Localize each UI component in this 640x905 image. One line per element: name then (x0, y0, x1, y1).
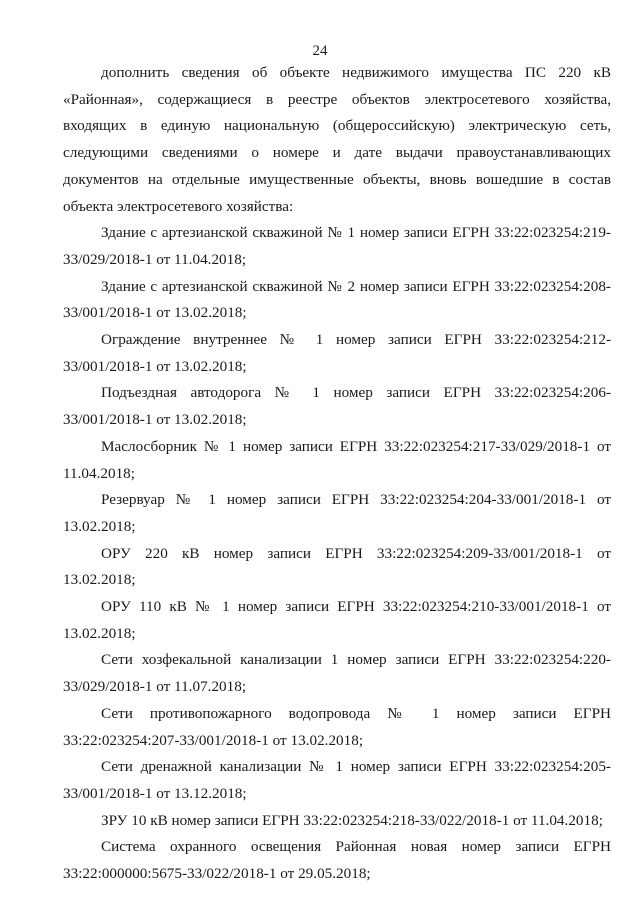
list-item: Здание с артезианской скважиной № 2 номер записи ЕГРН 33:22:023254:208-33/001/2018-1 от 13.02.2018; (63, 277, 611, 322)
list-item: Ограждение внутреннее № 1 номер записи ЕГРН 33:22:023254:212-33/001/2018-1 от 13.02.2018; (63, 331, 611, 375)
list-item: Здание с артезианской скважиной № 1 номер записи ЕГРН 33:22:023254:219-33/029/2018-1 от 11.04.2018; (63, 224, 611, 268)
document-body (63, 60, 611, 888)
list-item: ОРУ 220 кВ номер записи ЕГРН 33:22:023254:209-33/001/2018-1 от 13.02.2018; (63, 544, 611, 589)
list-item: Резервуар № 1 номер записи ЕГРН 33:22:023254:204-33/001/2018-1 от 13.02.2018; (63, 491, 611, 535)
list-item: Сети дренажной канализации № 1 номер записи ЕГРН 33:22:023254:205-33/001/2018-1 от 13.12.2018; (63, 758, 611, 802)
list-item: Система охранного освещения Районная новая номер записи ЕГРН 33:22:000000:5675-33/022/2018-1 от 29.05.2018; (63, 838, 611, 883)
list-item: Подъездная автодорога № 1 номер записи ЕГРН 33:22:023254:206-33/001/2018-1 от 13.02.2018; (63, 384, 611, 429)
intro-paragraph: дополнить сведения об объекте недвижимого имущества ПС 220 кВ «Районная», содержащиеся в реестре объектов электросетевого хозяйства, входящих в единую национальную (общероссийскую) электрическую сеть, следующими сведениями о номере и дате выдачи правоустанавливающих документов на отдельные имущественные объекты, вновь вошедшие в состав объекта электросетевого хозяйства: (63, 64, 611, 215)
page-number: 24 (312, 43, 328, 59)
list-item: Сети противопожарного водопровода № 1 номер записи ЕГРН 33:22:023254:207-33/001/2018-1 от 13.02.2018; (63, 704, 611, 749)
list-item: ОРУ 110 кВ № 1 номер записи ЕГРН 33:22:023254:210-33/001/2018-1 от 13.02.2018; (63, 598, 611, 642)
list-item: Маслосборник № 1 номер записи ЕГРН 33:22:023254:217-33/029/2018-1 от 11.04.2018; (63, 437, 611, 482)
list-item: ЗРУ 10 кВ номер записи ЕГРН 33:22:023254:218-33/022/2018-1 от 11.04.2018; (101, 811, 603, 829)
list-item: Сети хозфекальной канализации 1 номер записи ЕГРН 33:22:023254:220-33/029/2018-1 от 11.07.2018; (63, 651, 611, 696)
